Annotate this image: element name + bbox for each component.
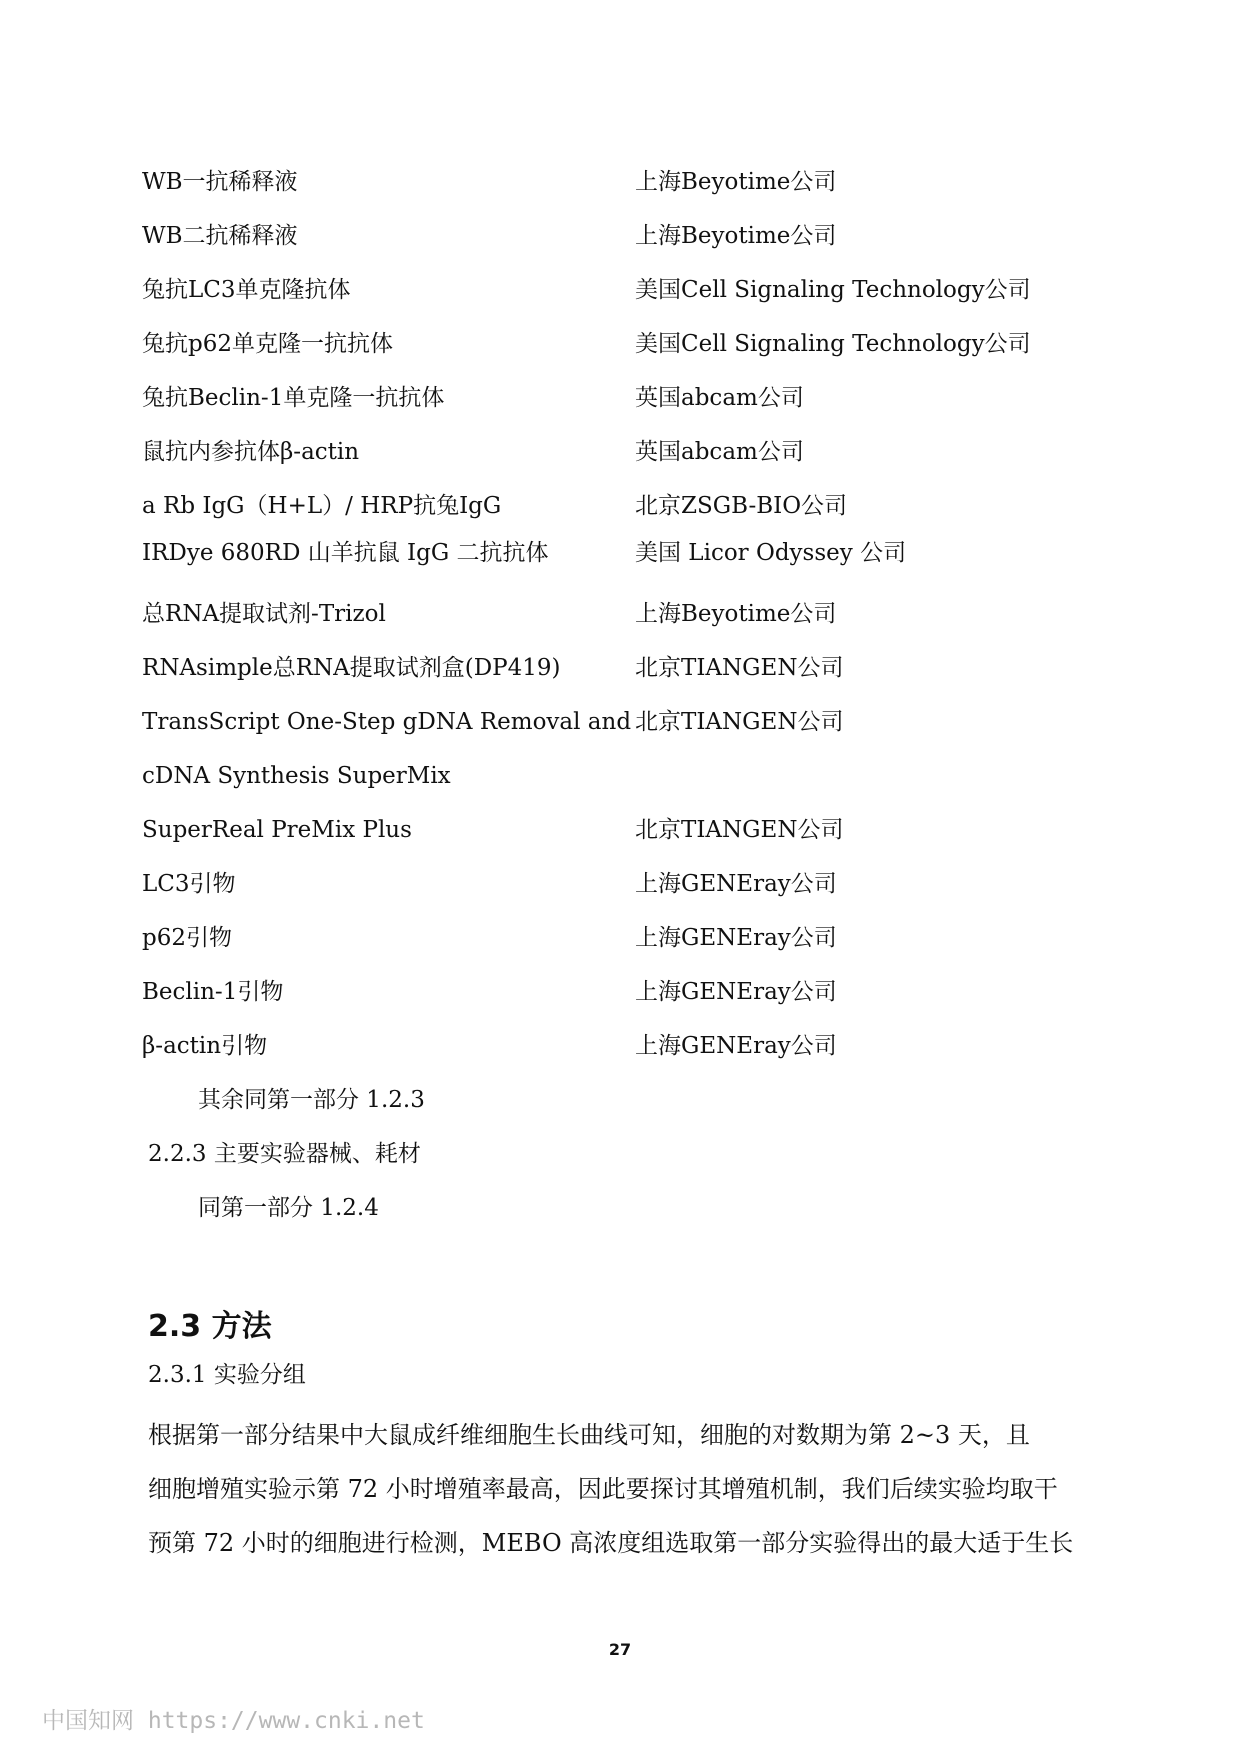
reagent-company: 上海GENEray公司: [635, 871, 837, 897]
reagent-name: LC3引物: [142, 871, 236, 897]
reagent-company: 美国Cell Signaling Technology公司: [635, 331, 1031, 357]
reagent-row: [142, 486, 1142, 526]
reagent-row: [142, 864, 1142, 904]
paragraph-line: 预第 72 小时的细胞进行检测，MEBO 高浓度组选取第一部分实验得出的最大适于生长: [148, 1529, 1074, 1557]
reagent-name: 兔抗Beclin-1单克隆一抗抗体: [142, 385, 445, 411]
section-heading-2-2-3: 2.2.3 主要实验器械、耗材: [148, 1141, 421, 1167]
reagent-row: [142, 533, 1142, 573]
reagent-company: 北京TIANGEN公司: [635, 655, 844, 681]
reagent-company: 上海GENEray公司: [635, 925, 837, 951]
paragraph-line: 细胞增殖实验示第 72 小时增殖率最高，因此要探讨其增殖机制，我们后续实验均取干: [148, 1475, 1058, 1503]
reagent-name: WB二抗稀释液: [142, 223, 298, 249]
reagent-row: [142, 702, 1142, 742]
reagent-row: [142, 162, 1142, 202]
cnki-watermark: 中国知网 https://www.cnki.net: [42, 1708, 425, 1734]
reagent-company: 北京ZSGB-BIO公司: [635, 493, 848, 519]
reagent-name: 鼠抗内参抗体β-actin: [142, 439, 360, 465]
reagent-name: p62引物: [142, 925, 232, 951]
reagent-name: 总RNA提取试剂-Trizol: [142, 601, 386, 627]
reagent-row: [142, 324, 1142, 364]
reagent-row: [142, 972, 1142, 1012]
reagent-company: 上海GENEray公司: [635, 1033, 837, 1059]
reagent-row: [142, 432, 1142, 472]
reagent-name: Beclin-1引物: [142, 979, 284, 1005]
reagent-company: 上海Beyotime公司: [635, 169, 837, 195]
reagent-name: RNAsimple总RNA提取试剂盒(DP419): [142, 655, 561, 681]
paragraph-line: 根据第一部分结果中大鼠成纤维细胞生长曲线可知，细胞的对数期为第 2~3 天，且: [148, 1421, 1030, 1449]
reagent-row: [142, 756, 1142, 796]
reagent-company: 上海GENEray公司: [635, 979, 837, 1005]
reagent-row: [142, 810, 1142, 850]
reagent-row: [142, 648, 1142, 688]
reagent-name: SuperReal PreMix Plus: [142, 817, 412, 843]
page-number: 27: [608, 1640, 632, 1659]
reagent-name: IRDye 680RD 山羊抗鼠 IgG 二抗抗体: [142, 540, 549, 566]
section-heading-2-3: 2.3 方法: [148, 1309, 272, 1344]
reagent-company: 英国abcam公司: [635, 385, 804, 411]
reagent-name: a Rb IgG（H+L）/ HRP抗兔IgG: [142, 493, 502, 519]
reagent-row: [142, 216, 1142, 256]
reagent-name: TransScript One-Step gDNA Removal and: [142, 709, 632, 735]
note-same: 同第一部分 1.2.4: [198, 1195, 379, 1221]
reagent-row: [142, 594, 1142, 634]
reagent-name: cDNA Synthesis SuperMix: [142, 763, 451, 789]
reagent-name: 兔抗p62单克隆一抗抗体: [142, 331, 393, 357]
reagent-company: 上海Beyotime公司: [635, 223, 837, 249]
reagent-name: 兔抗LC3单克隆抗体: [142, 277, 351, 303]
reagent-company: 北京TIANGEN公司: [635, 709, 844, 735]
reagent-row: [142, 1026, 1142, 1066]
reagent-name: WB一抗稀释液: [142, 169, 298, 195]
reagent-company: 英国abcam公司: [635, 439, 804, 465]
section-heading-2-3-1: 2.3.1 实验分组: [148, 1362, 306, 1388]
reagent-row: [142, 918, 1142, 958]
reagent-company: 美国Cell Signaling Technology公司: [635, 277, 1031, 303]
reagent-name: β-actin引物: [142, 1033, 268, 1059]
reagent-row: [142, 270, 1142, 310]
reagent-company: 北京TIANGEN公司: [635, 817, 844, 843]
reagent-company: 美国 Licor Odyssey 公司: [635, 540, 907, 566]
reagent-company: 上海Beyotime公司: [635, 601, 837, 627]
note-rest: 其余同第一部分 1.2.3: [198, 1087, 425, 1113]
reagent-row: [142, 378, 1142, 418]
body-paragraph: [148, 1408, 1098, 1570]
